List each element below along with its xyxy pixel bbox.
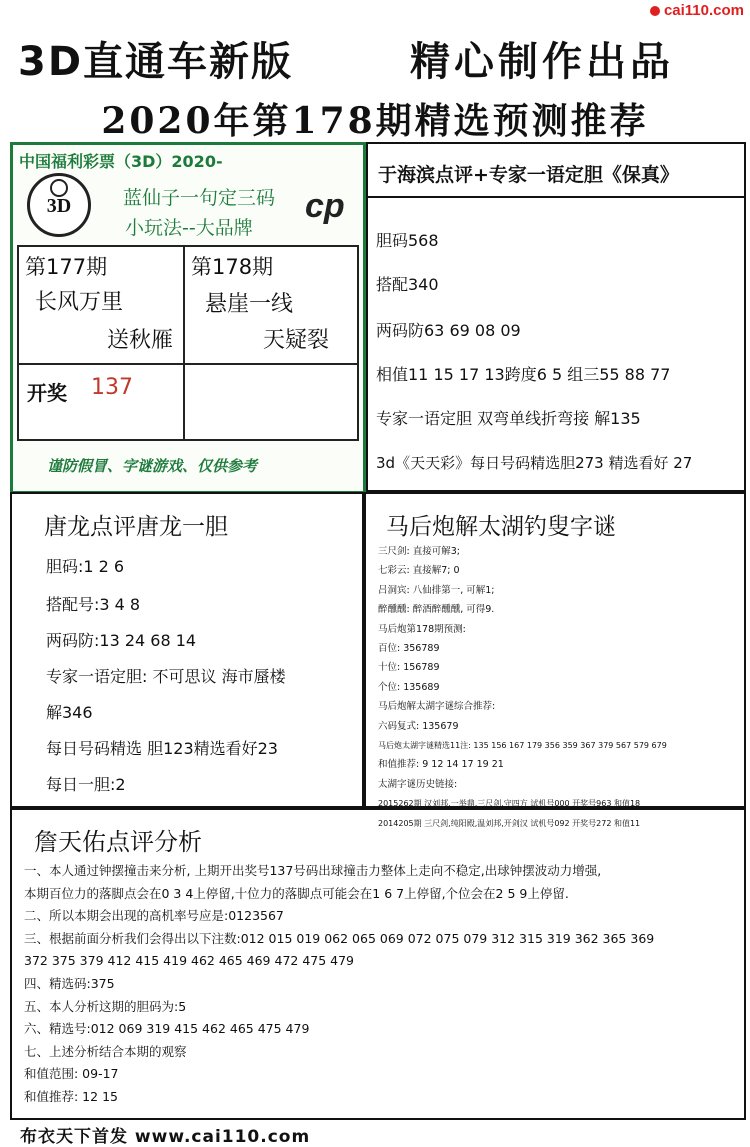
yu-line-2: 搭配340 (376, 275, 439, 294)
ma-title: 马后炮解太湖钓叟字谜 (386, 514, 616, 540)
ma-line: 三尺剑: 直接可解3; (378, 546, 460, 557)
ma-line: 百位: 356789 (378, 643, 440, 655)
curr-riddle-2: 天疑裂 (263, 328, 330, 353)
tang-line-7: 每日一胆:2 (46, 775, 126, 794)
tang-title: 唐龙点评唐龙一胆 (44, 514, 228, 540)
zhan-panel (10, 808, 746, 1120)
tang-line-2: 搭配号:3 4 8 (46, 595, 141, 614)
tang-line-4: 专家一语定胆: 不可思议 海市蜃楼 (46, 667, 286, 686)
ma-line: 2015262期 汉刘邦,一举鼎,三尺剑,守四方 试机号000 开奖号963 和值18 (378, 799, 641, 809)
ma-line: 马后炮太湖字谜精选11注: 135 156 167 179 356 359 367 379 567 579 679 (378, 741, 667, 751)
draw-label: 开奖 (27, 381, 67, 405)
grid-hline (19, 363, 357, 365)
ma-line: 六码复式: 135679 (378, 720, 459, 732)
ticket-panel (10, 142, 366, 494)
page-subtitle: 2020年第178期精选预测推荐 (101, 100, 649, 142)
zhan-line: 七、上述分析结合本期的观察 (24, 1043, 187, 1059)
ticket-notice: 谨防假冒、字谜游戏、仅供参考 (47, 457, 258, 475)
site-name: cai110.com (663, 2, 744, 19)
yu-line-1: 胆码568 (376, 231, 439, 250)
slogan-2: 小玩法--大品牌 (125, 217, 253, 239)
zhan-line: 三、根据前面分析我们会得出以下注数:012 015 019 062 065 069 072 075 079 312 315 319 362 365 369 (24, 930, 655, 946)
yu-title: 于海滨点评+专家一语定胆《保真》 (378, 164, 679, 186)
prev-riddle-2: 送秋雁 (107, 328, 174, 353)
zhan-line: 六、精选号:012 069 319 415 462 465 475 479 (24, 1021, 310, 1037)
zhan-line: 本期百位力的落脚点会在0 3 4上停留,十位力的落脚点可能会在1 6 7上停留,个位会在2 5 9上停留. (24, 885, 569, 901)
ma-line: 马后炮第178期预测: (378, 623, 466, 635)
yu-line-3: 两码防63 69 08 09 (376, 321, 521, 340)
ma-lines (378, 542, 744, 833)
tang-line-1: 胆码:1 2 6 (46, 557, 125, 576)
site-watermark (650, 2, 744, 19)
slogan-1: 蓝仙子一句定三码 (123, 187, 276, 209)
ticket-brand: 中国福利彩票（3D）2020- (19, 152, 223, 171)
curr-issue: 第178期 (191, 255, 274, 279)
ma-line: 2014205期 三尺剑,纯阳殿,温刘邦,开剑汉 试机号092 开奖号272 和值11 (378, 818, 641, 828)
yu-line-4: 相值11 15 17 13跨度6 5 组三55 88 77 (376, 365, 671, 384)
ma-line: 十位: 156789 (378, 662, 440, 674)
prev-issue: 第177期 (25, 255, 108, 279)
ma-line: 七彩云: 直接解7; 0 (378, 565, 460, 577)
tang-line-3: 两码防:13 24 68 14 (46, 631, 197, 650)
grid-vline (183, 247, 185, 439)
zhan-line: 372 375 379 412 415 419 462 465 469 472 475 479 (24, 953, 355, 969)
site-logo-icon (650, 6, 660, 16)
title-right: 精心制作出品 (410, 39, 674, 85)
yu-line-6: 3d《天天彩》每日号码精选胆273 精选看好 27 (376, 454, 693, 472)
zhan-lines (24, 860, 740, 1109)
yu-line-5: 专家一语定胆 双弯单线折弯接 解135 (376, 409, 641, 428)
ma-line: 和值推荐: 9 12 14 17 19 21 (378, 759, 504, 771)
ticket-logo (27, 173, 91, 237)
footer-text: 布衣天下首发 www.cai110.com (20, 1127, 311, 1147)
zhan-line: 五、本人分析这期的胆码为:5 (24, 998, 187, 1014)
tang-line-5: 解346 (46, 703, 93, 722)
logo-text: 3D (46, 195, 72, 217)
ticket-grid (17, 245, 359, 441)
tang-panel (10, 492, 364, 808)
yu-panel (366, 142, 746, 492)
zhan-line: 和值范围: 09-17 (24, 1066, 119, 1082)
ma-line: 个位: 135689 (378, 681, 440, 693)
title-left: 3D直通车新版 (18, 39, 294, 85)
yu-title-underline (368, 196, 744, 198)
brand-cp-icon: cp (305, 187, 345, 225)
curr-riddle-1: 悬崖一线 (205, 292, 294, 317)
zhan-line: 四、精选码:375 (24, 975, 115, 991)
zhan-title: 詹天佑点评分析 (34, 828, 202, 856)
ma-line: 醉醺醺: 醉酒醉醺醺, 可得9. (378, 604, 495, 616)
zhan-line: 和值推荐: 12 15 (24, 1088, 118, 1104)
ma-line: 马后炮解太湖字谜综合推荐: (378, 701, 496, 713)
ma-panel (364, 492, 746, 828)
zhan-line: 二、所以本期会出现的高机率号应是:0123567 (24, 908, 284, 924)
tang-line-6: 每日号码精选 胆123精选看好23 (46, 739, 278, 758)
zhan-line: 一、本人通过钟摆撞击来分析, 上期开出奖号137号码出球撞击力整体上走向不稳定,出球钟摆波动力增强, (24, 863, 602, 878)
ma-line: 吕洞宾: 八仙排第一, 可解1; (378, 584, 495, 596)
draw-value: 137 (91, 375, 133, 400)
prev-riddle-1: 长风万里 (35, 290, 124, 315)
ma-line: 太湖字谜历史链接: (378, 778, 458, 790)
